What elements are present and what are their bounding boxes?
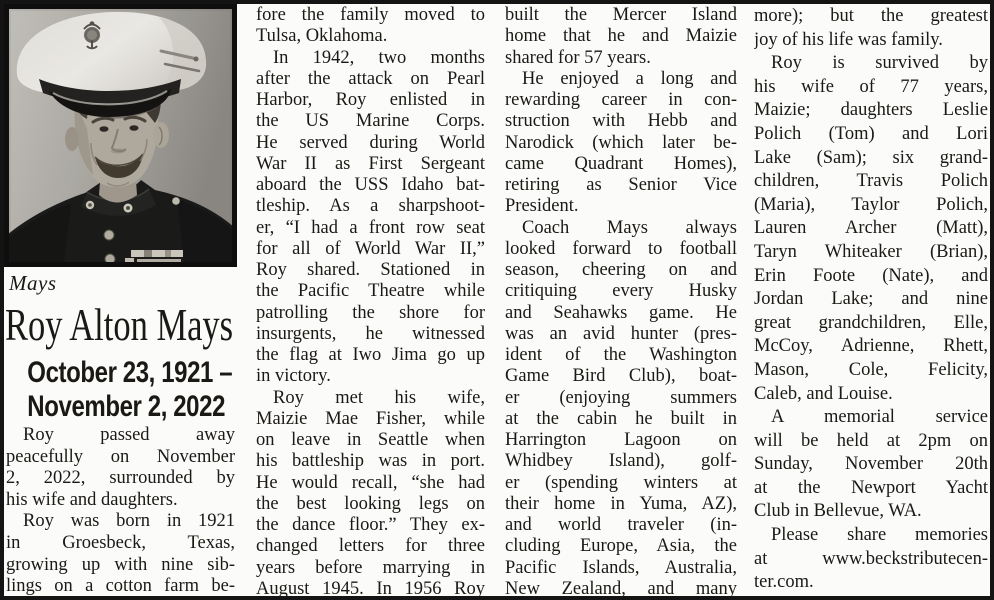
- body-text-line: War II as First Sergeant: [256, 153, 485, 174]
- body-text-line: Narodick (which later be-: [505, 132, 737, 153]
- body-text-line: Game Bird Club), boat-: [505, 366, 737, 387]
- body-text-line: lings on a cotton farm be-: [6, 576, 235, 597]
- body-text-line: after the attack on Pearl: [256, 68, 485, 89]
- body-text-line: 2, 2022, surrounded by: [6, 468, 235, 489]
- body-text-line: years before marrying in: [256, 557, 485, 578]
- body-text-line: critiquing every Husky: [505, 281, 737, 302]
- body-text-line: Jordan Lake; and nine: [754, 289, 988, 310]
- body-text-line: came Quadrant Homes),: [505, 153, 737, 174]
- body-text-line: his battleship was in port.: [256, 451, 485, 472]
- body-text-line: his wife of 77 years,: [754, 76, 988, 97]
- body-text-line: in victory.: [256, 366, 331, 387]
- body-text-line: Roy passed away: [23, 425, 235, 445]
- portrait-photo: [4, 4, 237, 267]
- body-text-line: tleship. As a sharpshoot-: [256, 196, 485, 217]
- body-text-line: Maizie Mae Fisher, while: [256, 408, 485, 429]
- body-text-line: Tulsa, Oklahoma.: [256, 26, 388, 47]
- body-text-line: and Seahawks game. He: [505, 302, 737, 323]
- body-text-line: built the Mercer Island: [505, 5, 737, 25]
- body-text-line: Club in Bellevue, WA.: [754, 501, 922, 522]
- body-text-line: He served during World: [256, 132, 485, 153]
- body-text-line: Lauren Archer (Matt),: [754, 218, 988, 239]
- body-text-line: Pacific Islands, Australia,: [505, 557, 737, 578]
- body-text-line: President.: [505, 196, 579, 217]
- body-text-line: ter.com.: [754, 572, 814, 593]
- body-text-line: his wife and daughters.: [6, 489, 178, 510]
- body-text-line: aboard the USS Idaho bat-: [256, 175, 485, 195]
- body-text-line: the US Marine Corps.: [256, 111, 485, 132]
- body-text-line: patrolling the shore for: [256, 302, 485, 323]
- body-text-line: Erin Foote (Nate), and: [754, 265, 988, 286]
- body-text-line: their home in Yuma, AZ),: [505, 493, 737, 514]
- body-text-line: Whidbey Island), golf-: [505, 451, 737, 472]
- body-text-line: was an avid hunter (pres-: [505, 323, 737, 344]
- body-text-line: Roy shared. Stationed in: [256, 260, 485, 280]
- body-text-line: Roy met his wife,: [273, 387, 485, 408]
- body-text-line: at the cabin he built in: [505, 408, 737, 429]
- body-text-line: Roy is survived by: [771, 53, 988, 74]
- body-text-line: the best looking legs on: [256, 493, 485, 514]
- obituary-body-column-2: [256, 5, 485, 597]
- body-text-line: season, cheering on and: [505, 260, 737, 280]
- body-text-line: Sunday, November 20th: [754, 454, 988, 475]
- body-text-line: cluding Europe, Asia, the: [505, 536, 737, 557]
- body-text-line: Harrington Lagoon on: [505, 430, 737, 450]
- body-text-line: New Zealand, and many: [505, 578, 737, 599]
- body-text-line: Please share memories: [771, 525, 988, 546]
- body-text-line: struction with Hebb and: [505, 111, 737, 132]
- obituary-body-column-4: [754, 5, 988, 597]
- body-text-line: Lake (Sam); six grand-: [754, 147, 988, 168]
- body-text-line: rewarding career in con-: [505, 90, 737, 110]
- body-text-line: will be held at 2pm on: [754, 430, 988, 451]
- body-text-line: great grandchildren, Elle,: [754, 312, 988, 333]
- portrait-photo-image: [9, 9, 232, 262]
- body-text-line: er (spending winters at: [505, 472, 737, 493]
- body-text-line: at the Newport Yacht: [754, 477, 988, 498]
- body-text-line: in Groesbeck, Texas,: [6, 532, 235, 553]
- body-text-line: Coach Mays always: [522, 217, 737, 238]
- body-text-line: ident of the Washington: [505, 345, 737, 365]
- body-text-line: A memorial service: [771, 407, 988, 428]
- body-text-line: and world traveler (in-: [505, 515, 737, 535]
- obituary-headline: Roy Alton Mays: [5, 299, 234, 350]
- body-text-line: looked forward to football: [505, 238, 737, 259]
- body-text-line: the Pacific Theatre while: [256, 281, 485, 302]
- body-text-line: more); but the greatest: [754, 6, 988, 26]
- body-text-line: Harbor, Roy enlisted in: [256, 90, 485, 110]
- obituary-column-1: [4, 4, 237, 596]
- body-text-line: insurgents, he witnessed: [256, 323, 485, 344]
- body-text-line: In 1942, two months: [273, 47, 485, 68]
- body-text-line: er, “I had a front row seat: [256, 217, 485, 238]
- body-text-line: Maizie; daughters Leslie: [754, 100, 988, 121]
- death-date-line: November 2, 2022: [27, 390, 226, 423]
- life-dates: [4, 356, 237, 424]
- body-text-line: peacefully on November: [6, 446, 235, 467]
- body-text-line: Polich (Tom) and Lori: [754, 123, 988, 144]
- obituary-body-column-3: [505, 5, 737, 597]
- body-text-line: at www.beckstributecen-: [754, 548, 988, 569]
- body-text-line: changed letters for three: [256, 536, 485, 557]
- body-text-line: retiring as Senior Vice: [505, 175, 737, 195]
- body-text-line: Roy was born in 1921: [23, 511, 235, 532]
- birth-date-line: October 23, 1921 –: [27, 356, 233, 389]
- body-text-line: He would recall, “she had: [256, 472, 485, 493]
- body-text-line: home that he and Maizie: [505, 26, 737, 47]
- body-text-line: the flag at Iwo Jima go up: [256, 345, 485, 365]
- body-text-line: August 1945. In 1956 Roy: [256, 578, 485, 599]
- body-text-line: for all of World War II,”: [256, 238, 485, 259]
- body-text-line: children, Travis Polich: [754, 171, 988, 192]
- body-text-line: on leave in Seattle when: [256, 430, 485, 450]
- body-text-line: Taryn Whiteaker (Brian),: [754, 241, 988, 262]
- body-text-line: shared for 57 years.: [505, 47, 651, 68]
- body-text-line: fore the family moved to: [256, 5, 485, 25]
- obituary-body-column-1: [6, 425, 235, 598]
- body-text-line: growing up with nine sib-: [6, 554, 235, 575]
- body-text-line: He enjoyed a long and: [522, 68, 737, 89]
- body-text-line: (Maria), Taylor Polich,: [754, 194, 988, 215]
- body-text-line: the dance floor.” They ex-: [256, 515, 485, 535]
- body-text-line: er (enjoying summers: [505, 387, 737, 408]
- body-text-line: joy of his life was family.: [754, 29, 943, 50]
- body-text-line: McCoy, Adrienne, Rhett,: [754, 336, 988, 357]
- photo-caption: Mays: [9, 271, 57, 295]
- body-text-line: Caleb, and Louise.: [754, 383, 893, 404]
- body-text-line: Mason, Cole, Felicity,: [754, 359, 988, 380]
